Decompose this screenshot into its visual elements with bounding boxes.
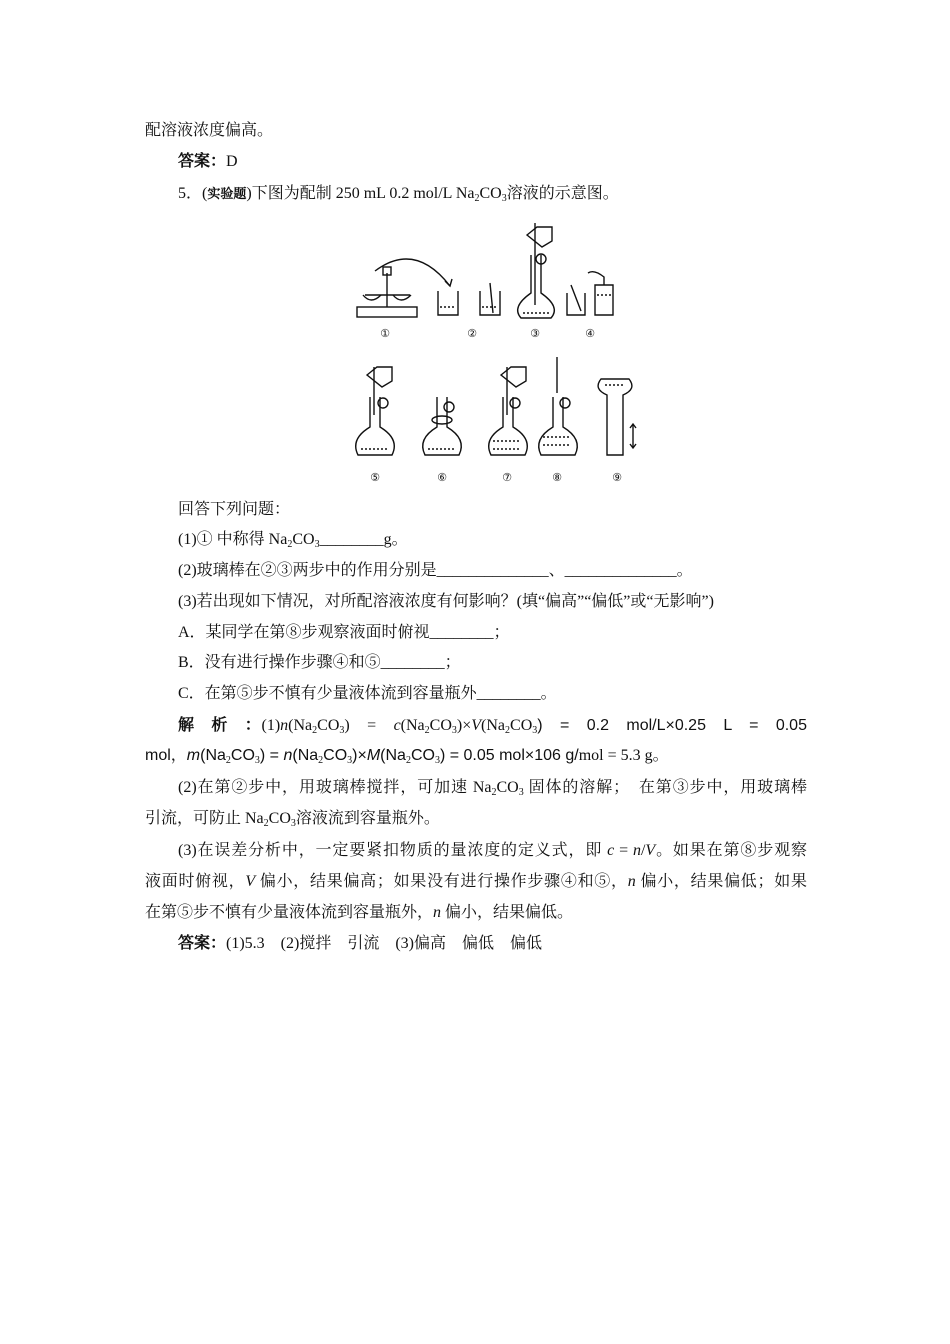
answer-line: 答案：D xyxy=(178,153,238,170)
question-1: (1)① 中称得 $Na_2CO_3\_\_\_\_\_\_\_\_g$。 xyxy=(178,531,408,550)
step-label: ⑥ xyxy=(437,471,447,484)
step-label: ③ xyxy=(530,327,540,340)
final-answer-line: 答案：(1)5.3 (2)搅拌 引流 (3)偏高 偏低 偏低 xyxy=(178,935,542,952)
flask-filling-icon xyxy=(489,367,528,455)
option-c: C．在第⑤步不慎有少量液体流到容量瓶外________。 xyxy=(178,685,557,702)
analysis-line-5: (3)在误差分析中，一定要紧扣物质的量浓度的定义式，即 c = n/V。如果在第⑧步观察 xyxy=(178,842,807,859)
flask-swirling-icon xyxy=(423,397,462,455)
step-label: ⑨ xyxy=(612,471,622,484)
step-label: ⑦ xyxy=(502,471,512,484)
beaker-icon xyxy=(438,291,458,315)
step-label: ① xyxy=(380,327,390,340)
option-b: B．没有进行操作步骤④和⑤________； xyxy=(178,654,461,671)
question-3: (3)若出现如下情况，对所配溶液浓度有何影响？(填“偏高”“偏低”或“无影响”) xyxy=(178,593,714,610)
analysis-line-7: 在第⑤步不慎有少量液体流到容量瓶外，n 偏小，结果偏低。 xyxy=(145,904,574,921)
step-label: ⑧ xyxy=(552,471,562,484)
analysis-line-3: (2)在第②步中，用玻璃棒搅拌，可加速 $Na_2CO_3$ 固体的溶解； 在第③步中，用玻璃棒 xyxy=(178,779,807,798)
solution-preparation-diagram xyxy=(345,215,645,495)
question-5: 5．(实验题)下图为配制 250 mL 0.2 mol/L $Na_2CO_3$溶液的示意图。 xyxy=(178,185,619,204)
flask-pouring-icon xyxy=(356,367,395,455)
analysis-line-1: 解 析 ：$(1)n(Na_2CO_3)$ = $c(Na_2CO_3)\times V(Na_2CO_3)$ = 0.2 mol/L×0.25 L = 0.05 xyxy=(178,717,807,736)
intro-line: 回答下列问题： xyxy=(178,501,291,518)
step-label: ② xyxy=(467,327,477,340)
volumetric-flask-icon xyxy=(518,223,555,318)
flask-dropper-icon xyxy=(539,357,578,455)
step-label: ④ xyxy=(585,327,595,340)
beaker-stirring-icon xyxy=(480,283,500,315)
analysis-line-6: 液面时俯视，V 偏小，结果偏高；如果没有进行操作步骤④和⑤，n 偏小，结果偏低；如果 xyxy=(145,873,807,890)
question-2: (2)玻璃棒在②③两步中的作用分别是______________、______________。 xyxy=(178,562,693,579)
analysis-line-4: 引流，可防止 $Na_2CO_3$溶液流到容量瓶外。 xyxy=(145,810,440,829)
flask-inverting-icon xyxy=(598,379,636,455)
analysis-line-2: mol，$m(Na_2CO_3) = n(Na_2CO_3)\times M(Na_2CO_3) = 0.05$ mol×106 g/mol = 5.3 g。 xyxy=(145,747,669,766)
wash-bottle-icon xyxy=(567,272,613,315)
text-line: 配溶液浓度偏高。 xyxy=(145,122,274,139)
option-a: A．某同学在第⑧步观察液面时俯视________； xyxy=(178,624,510,641)
step-label: ⑤ xyxy=(370,471,380,484)
experiment-figure xyxy=(345,215,645,495)
